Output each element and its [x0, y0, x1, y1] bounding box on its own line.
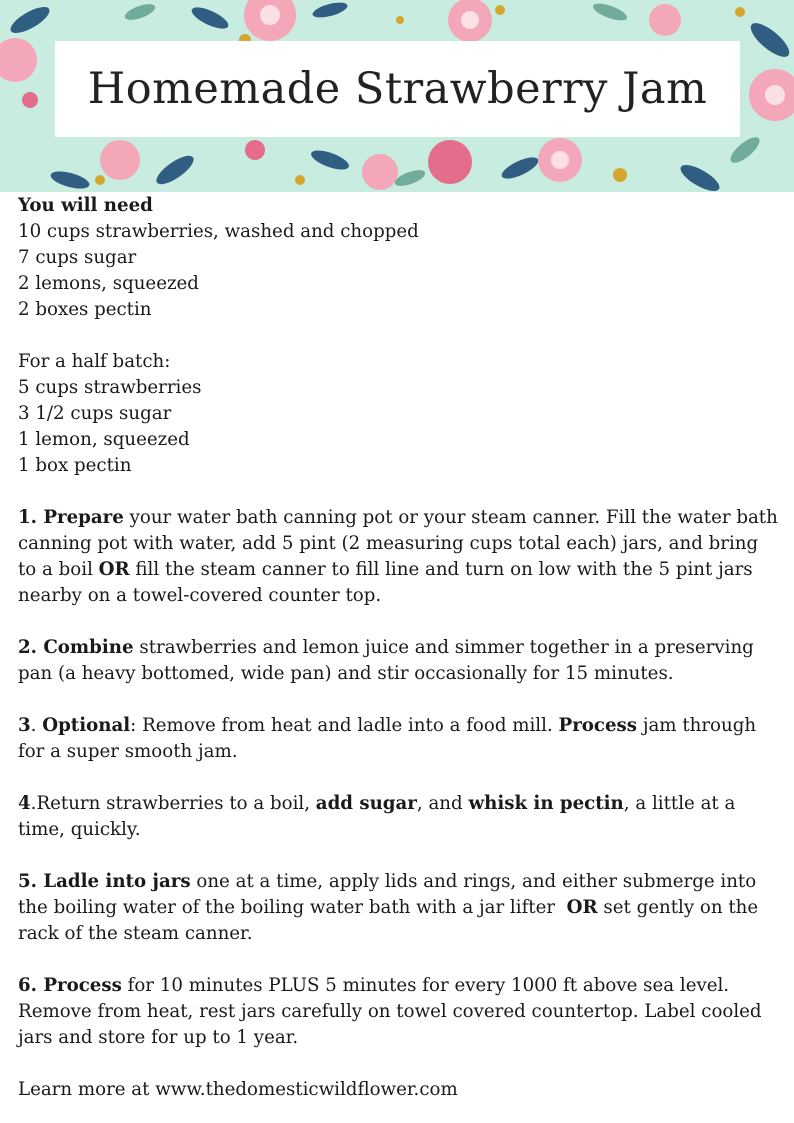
- footer-link[interactable]: Learn more at www.thedomesticwildflower.com: [18, 1079, 458, 1100]
- ingredient-item: 10 cups strawberries, washed and chopped: [18, 221, 419, 242]
- ingredient-item: 7 cups sugar: [18, 247, 137, 268]
- step-1: 1. Prepare your water bath canning pot or your steam canner. Fill the water bath canning pot with water, add 5 pint (2 measuring cups total each) jars, and bring to a boil OR fill the steam canner to fill line and turn on low with the 5 pint jars nearby on a towel-covered counter top.: [18, 507, 778, 606]
- step-5: 5. Ladle into jars one at a time, apply lids and rings, and either submerge into the boiling water of the boiling water bath with a jar lifter OR set gently on the rack of the steam canner.: [18, 871, 762, 944]
- step-4: 4.Return strawberries to a boil, add sugar, and whisk in pectin, a little at a time, quickly.: [18, 793, 736, 840]
- half-batch-item: 1 box pectin: [18, 455, 132, 476]
- title-box: [55, 41, 740, 137]
- half-batch-item: 3 1/2 cups sugar: [18, 403, 172, 424]
- step-3: 3. Optional: Remove from heat and ladle into a food mill. Process jam through for a super smooth jam.: [18, 715, 757, 762]
- floral-banner: [0, 0, 794, 192]
- ingredient-item: 2 lemons, squeezed: [18, 273, 199, 294]
- ingredients-heading: You will need: [18, 195, 153, 216]
- recipe-content: [18, 193, 778, 1103]
- page-title: Homemade Strawberry Jam: [87, 64, 708, 114]
- half-batch-item: 1 lemon, squeezed: [18, 429, 190, 450]
- step-6: 6. Process for 10 minutes PLUS 5 minutes for every 1000 ft above sea level. Remove from heat, rest jars carefully on towel covered countertop. Label cooled jars and store for up to 1 year.: [18, 975, 762, 1048]
- ingredient-item: 2 boxes pectin: [18, 299, 152, 320]
- half-batch-heading: For a half batch:: [18, 351, 171, 372]
- half-batch-item: 5 cups strawberries: [18, 377, 202, 398]
- step-2: 2. Combine strawberries and lemon juice and simmer together in a preserving pan (a heavy bottomed, wide pan) and stir occasionally for 15 minutes.: [18, 637, 754, 684]
